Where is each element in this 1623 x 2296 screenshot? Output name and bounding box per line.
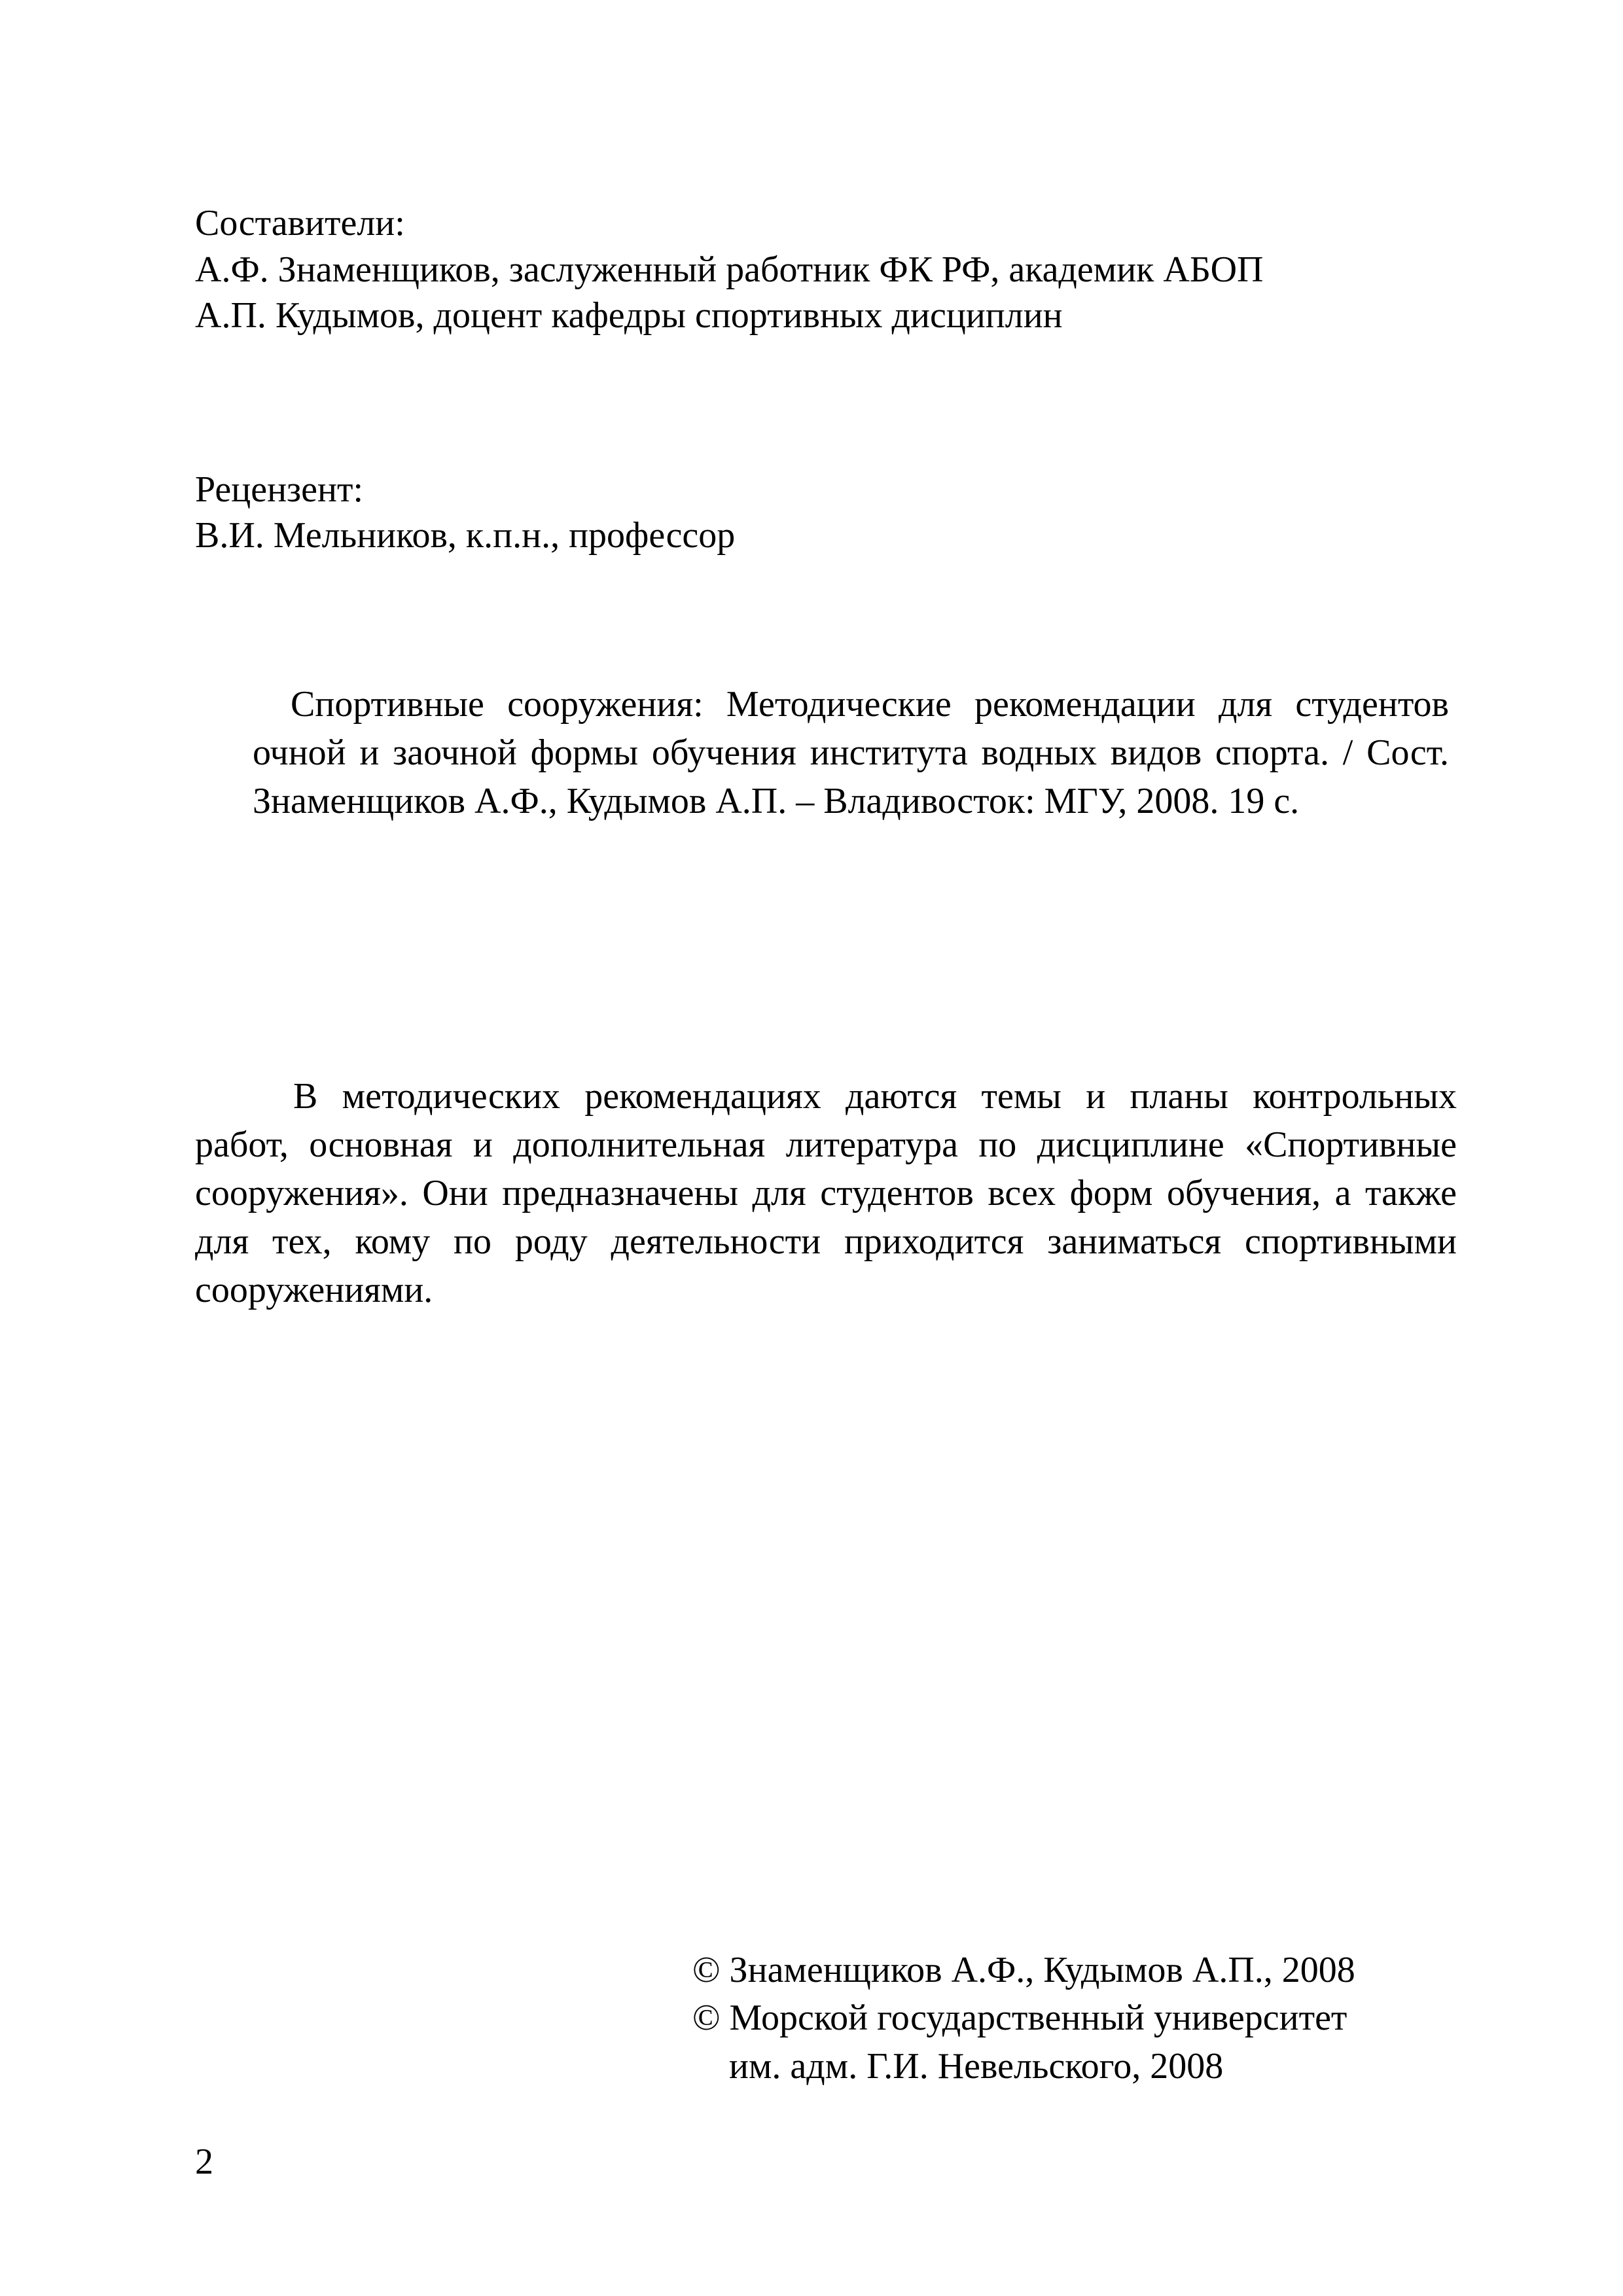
annotation-paragraph — [195, 1072, 1457, 1314]
compiler-line-2: А.П. Кудымов, доцент кафедры спортивных дисциплин — [195, 295, 1063, 336]
copyright-university-name: им. адм. Г.И. Невельского, 2008 — [729, 2046, 1224, 2087]
citation-line-2: очной и заочной формы обучения института водных видов спорта. / Сост. — [253, 732, 1449, 773]
annotation-line-2: работ, основная и дополнительная литература по дисциплине «Спортивные — [195, 1124, 1457, 1165]
compilers-heading: Составители: — [195, 203, 405, 243]
reviewer-line: В.И. Мельников, к.п.н., профессор — [195, 515, 736, 556]
compiler-line-1: А.Ф. Знаменщиков, заслуженный работник ФК РФ, академик АБОП — [195, 249, 1264, 290]
annotation-line-1: В методических рекомендациях даются темы и планы контрольных — [293, 1076, 1457, 1117]
annotation-line-5: сооружениями. — [195, 1270, 433, 1310]
bibliographic-citation — [253, 680, 1449, 825]
annotation-line-3: сооружения». Они предназначены для студентов всех форм обучения, а также — [195, 1173, 1457, 1213]
page-number: 2 — [195, 2142, 213, 2182]
annotation-line-4: для тех, кому по роду деятельности приходится заниматься спортивными — [195, 1221, 1457, 1262]
copyright-authors: © Знаменщиков А.Ф., Кудымов А.П., 2008 — [692, 1950, 1355, 1990]
citation-line-1: Спортивные сооружения: Методические рекомендации для студентов — [291, 684, 1449, 725]
citation-line-3: Знаменщиков А.Ф., Кудымов А.П. – Владивосток: МГУ, 2008. 19 с. — [253, 781, 1300, 821]
reviewer-heading: Рецензент: — [195, 469, 364, 510]
copyright-university: © Морской государственный университет — [692, 1998, 1347, 2038]
